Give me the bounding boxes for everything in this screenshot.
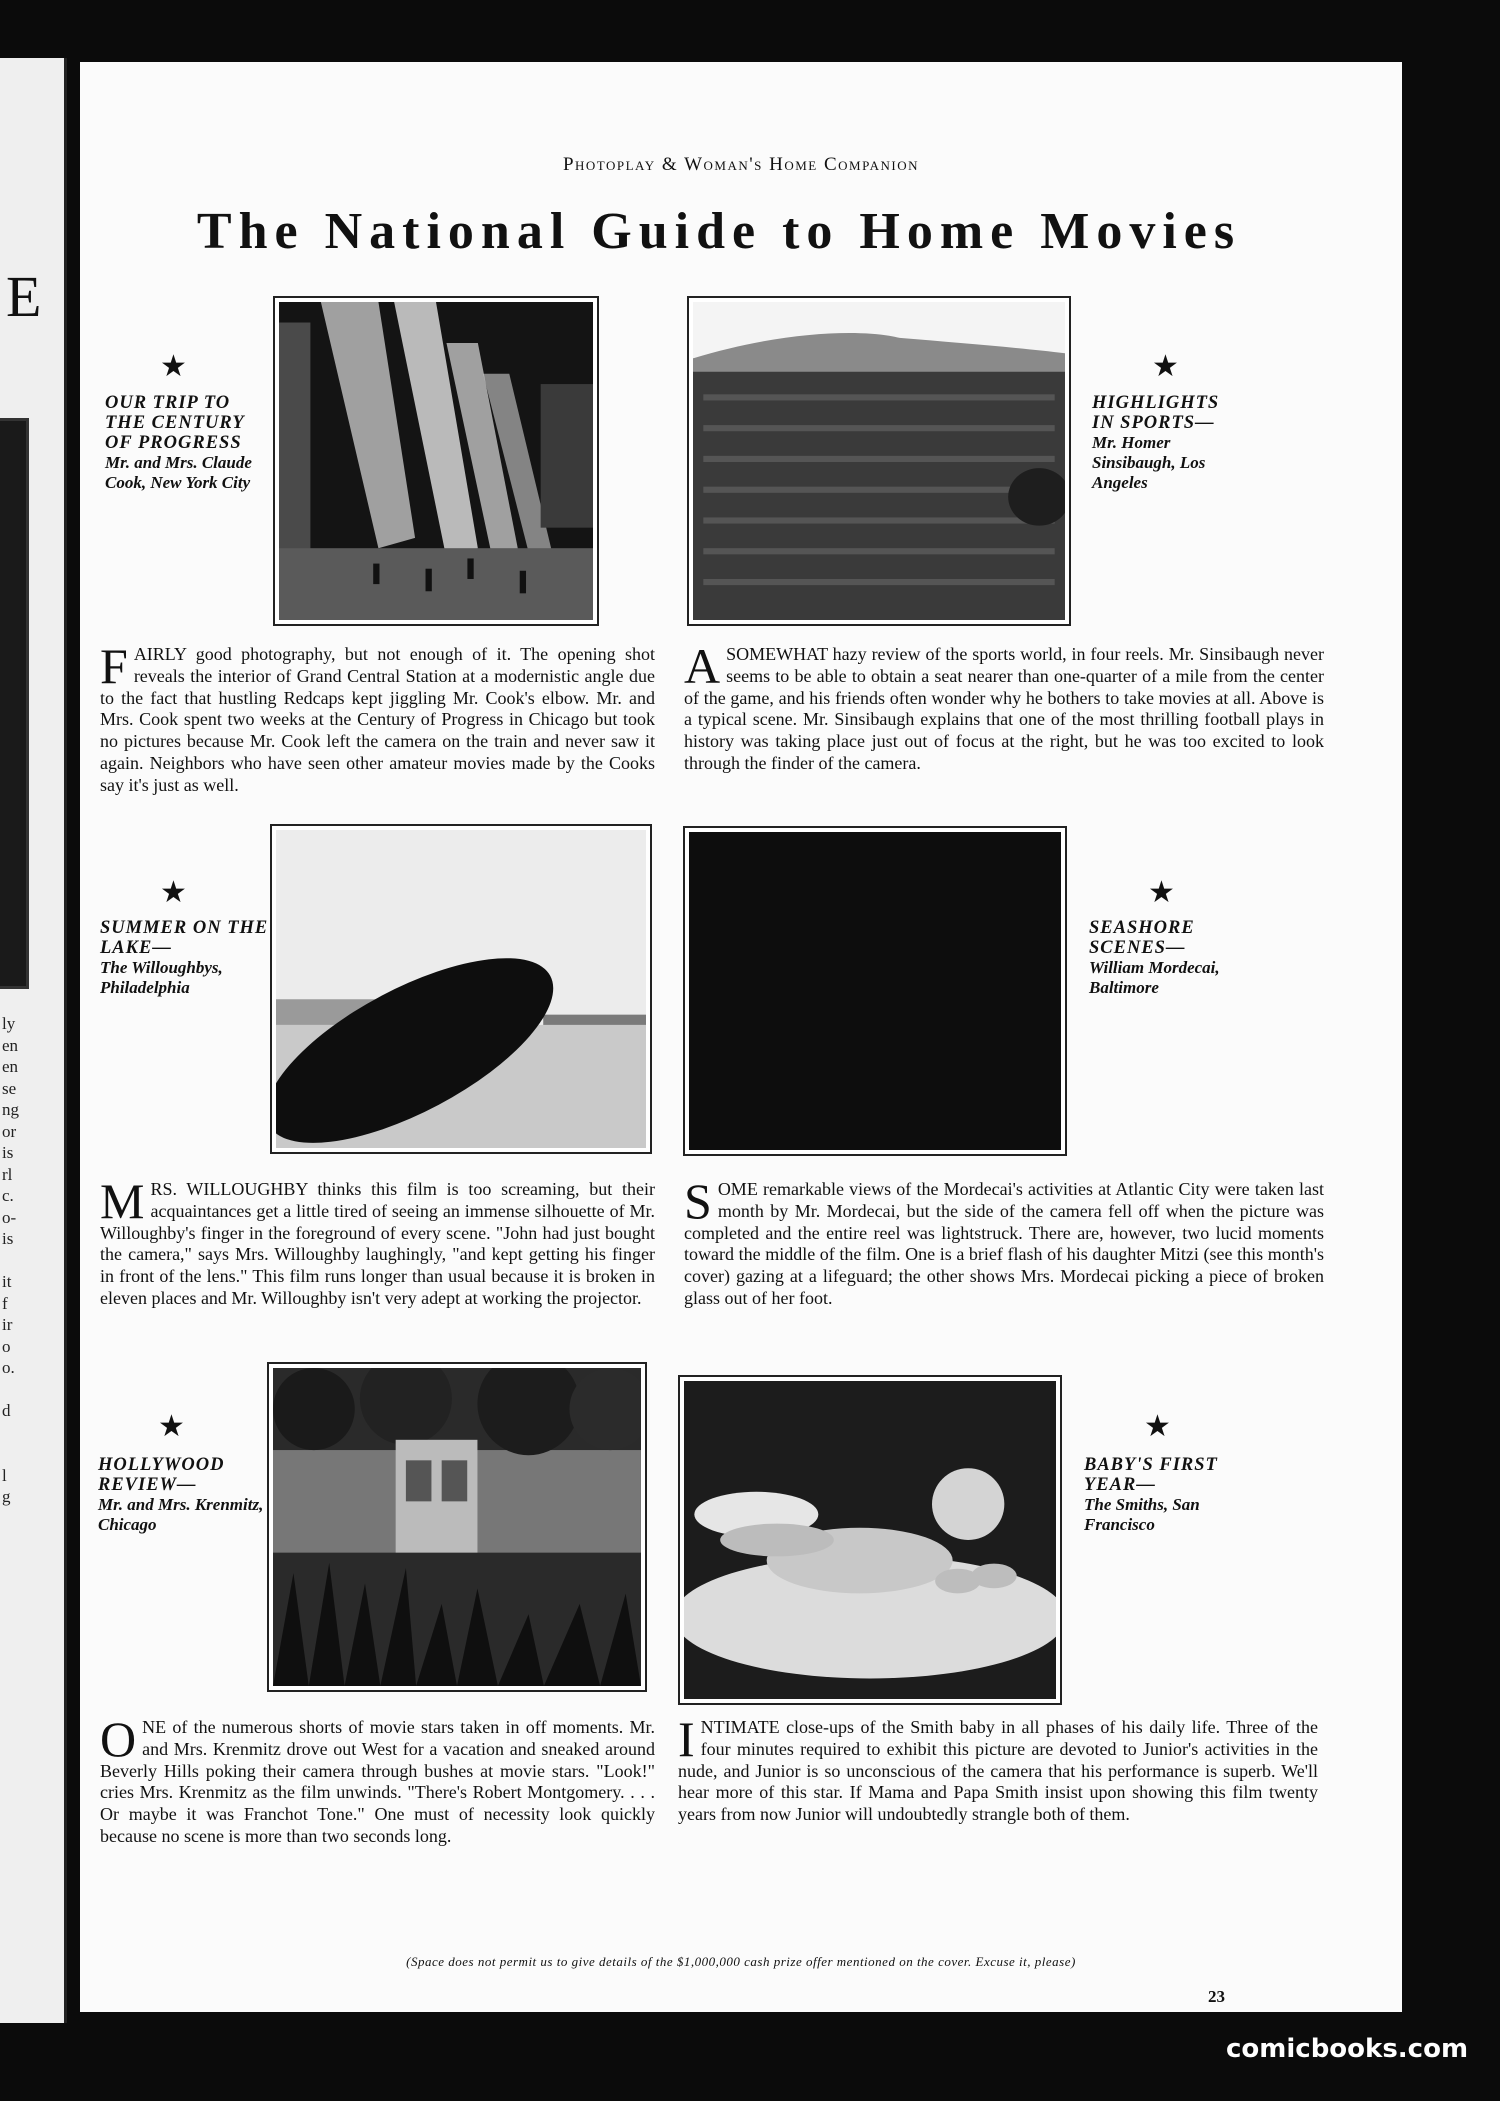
star-icon: ★ (160, 876, 187, 909)
adjacent-page-letter: E (6, 264, 42, 329)
adjacent-page-fragment: is (2, 1229, 14, 1248)
adjacent-page-fragment: o- (2, 1207, 17, 1227)
caption-title: OUR TRIP TO THE CENTURY OF PROGRESS (105, 393, 244, 453)
caption-title: SUMMER ON THE LAKE— (100, 918, 269, 958)
footnote: (Space does not permit us to give details of the $1,000,000 cash prize offer mentioned on the cover. Excuse it, please) (406, 1954, 1076, 1969)
magazine-page (80, 62, 1402, 2012)
drop-cap: M (100, 1173, 145, 1229)
caption-highlights-in-sports (1092, 393, 1242, 493)
drop-cap: A (684, 638, 721, 694)
star-icon: ★ (1148, 876, 1175, 909)
article-body: RS. WILLOUGHBY thinks this film is too screaming, but their acquaintances get a little tired of seeing an immense silhouette of Mr. Willoughby's finger in the foreground of every scene. "John had just bought the camera," says Mrs. Willoughby laughingly, "and kept getting his finger in front of the lens." This film runs longer than usual because it is broken in eleven places and Mr. Willoughby isn't very adept at working the projector. (100, 1179, 655, 1308)
article-body: NE of the numerous shorts of movie stars taken in off moments. Mr. and Mrs. Krenmitz drove out West for a vacation and sneaked around Beverly Hills poking their camera through bushes at movie stars. "Look!" cries Mrs. Krenmitz as the film unwinds. "There's Robert Montgomery. . . . Or maybe it was Franchot Tone." One must of necessity look quickly because no scene is more than two seconds long. (100, 1717, 655, 1846)
caption-credit: William Mordecai, Baltimore (1089, 958, 1220, 997)
page-number: 23 (1208, 1987, 1225, 2006)
adjacent-page-fragment: en (2, 1057, 19, 1076)
adjacent-page-photo-strip (0, 418, 29, 989)
caption-credit: Mr. Homer Sinsibaugh, Los Angeles (1092, 433, 1206, 492)
page-title: The National Guide to Home Movies (196, 203, 1242, 260)
adjacent-page-fragment: c. (2, 1186, 14, 1205)
photo-lake-with-finger-silhouette (270, 824, 652, 1154)
drop-cap: S (684, 1173, 712, 1229)
adjacent-page-fragment: o (2, 1336, 11, 1356)
adjacent-page-fragment: ir (2, 1315, 13, 1334)
adjacent-page-fragment: l (2, 1465, 7, 1485)
adjacent-page-fragment: ng (2, 1100, 19, 1119)
caption-century-of-progress (105, 393, 275, 493)
caption-credit: The Willoughbys, Philadelphia (100, 958, 223, 997)
caption-babys-first-year (1084, 1455, 1234, 1535)
caption-title: SEASHORE SCENES— (1089, 918, 1195, 958)
photo-sports-stadium (687, 296, 1071, 626)
article-body: OME remarkable views of the Mordecai's activities at Atlantic City were taken last month by Mr. Mordecai, but the side of the camera fell off when the picture was completed and the entire reel was lightstruck. There are, however, two lucid moments toward the middle of the film. One is a brief flash of his daughter Mitzi (see this month's cover) gazing at a lifeguard; the other shows Mrs. Mordecai picking a piece of broken glass out of her foot. (684, 1179, 1324, 1308)
article-text-century-of-progress (100, 638, 655, 797)
caption-hollywood-review (98, 1455, 268, 1535)
article-body: SOMEWHAT hazy review of the sports world, in four reels. Mr. Sinsibaugh never seems to be able to obtain a seat nearer than one-quarter of a mile from the center of the game, and his friends often wonder why he bothers to take movies at all. Above is a typical scene. Mr. Sinsibaugh explains that one of the most thrilling football plays in history was taking place just out of focus at the right, but he was too excited to look through the finder of the camera. (684, 644, 1324, 773)
star-icon: ★ (1152, 350, 1179, 383)
star-icon: ★ (1144, 1410, 1171, 1443)
photo-grand-central-station (273, 296, 599, 626)
article-body: NTIMATE close-ups of the Smith baby in all phases of his daily life. Three of the four minutes required to exhibit this picture are devoted to Junior's activities in the nude, and Junior is so unconscious of the camera that his performance is superb. We'll hear more of this star. If Mama and Papa Smith insist upon showing this film twenty years from now Junior will undoubtedly strangle both of them. (678, 1717, 1318, 1825)
adjacent-page-text-fragments (2, 1013, 60, 1508)
adjacent-page-fragment (2, 1379, 60, 1401)
adjacent-page-fragment: d (2, 1401, 11, 1420)
article-body: AIRLY good photography, but not enough of it. The opening shot reveals the interior of Grand Central Station at a modernistic angle due to the fact that hustling Redcaps kept jiggling Mr. Cook's elbow. Mr. and Mrs. Cook spent two weeks at the Century of Progress in Chicago but took no pictures because Mr. Cook left the camera on the train and never saw it again. Neighbors who have seen other amateur movies made by the Cooks say it's just as well. (100, 644, 655, 795)
drop-cap: I (678, 1711, 695, 1767)
photo-hollywood-house-through-bushes (267, 1362, 647, 1692)
caption-credit: Mr. and Mrs. Claude Cook, New York City (105, 453, 252, 492)
adjacent-page-fragment (2, 1250, 60, 1272)
adjacent-page-fragment: g (2, 1487, 11, 1506)
watermark: comicbooks.com (1226, 2034, 1469, 2064)
article-text-babys-first-year (678, 1711, 1318, 1826)
photo-lightstruck-seashore (683, 826, 1067, 1156)
adjacent-page-fragment: en (2, 1035, 19, 1055)
adjacent-page-fragment: ly (2, 1014, 16, 1033)
adjacent-page-fragment: f (2, 1293, 8, 1313)
adjacent-page-edge (0, 58, 67, 2023)
adjacent-page-fragment: or (2, 1121, 17, 1141)
caption-title: BABY'S FIRST YEAR— (1084, 1455, 1218, 1495)
adjacent-page-fragment (2, 1443, 60, 1465)
drop-cap: O (100, 1711, 137, 1767)
caption-credit: The Smiths, San Francisco (1084, 1495, 1200, 1534)
caption-title: HOLLYWOOD REVIEW— (98, 1455, 225, 1495)
article-text-highlights-in-sports (684, 638, 1324, 775)
article-text-hollywood-review (100, 1711, 655, 1848)
article-text-summer-on-the-lake (100, 1173, 655, 1310)
star-icon: ★ (158, 1410, 185, 1443)
adjacent-page-fragment: is (2, 1143, 14, 1162)
article-text-seashore-scenes (684, 1173, 1324, 1310)
star-icon: ★ (160, 350, 187, 383)
adjacent-page-fragment (2, 1422, 60, 1444)
drop-cap: F (100, 638, 128, 694)
adjacent-page-fragment: it (2, 1272, 12, 1291)
caption-credit: Mr. and Mrs. Krenmitz, Chicago (98, 1495, 264, 1534)
adjacent-page-fragment: rl (2, 1164, 13, 1184)
adjacent-page-fragment: se (2, 1078, 17, 1098)
photo-baby-on-blanket (678, 1375, 1062, 1705)
running-header: Photoplay & Woman's Home Companion (562, 154, 920, 175)
caption-title: HIGHLIGHTS IN SPORTS— (1092, 393, 1220, 433)
adjacent-page-fragment: o. (2, 1358, 15, 1377)
caption-seashore-scenes (1089, 918, 1239, 998)
caption-summer-on-the-lake (100, 918, 270, 998)
